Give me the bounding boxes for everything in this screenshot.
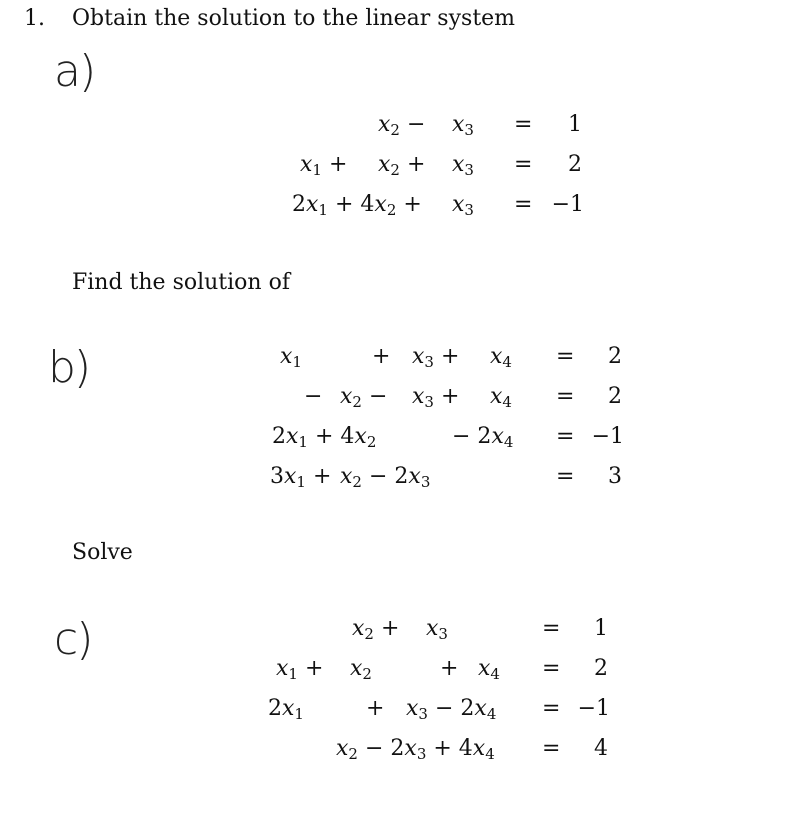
equals-sign: = — [556, 384, 575, 409]
system-c: $x_2$ + $x_3$ = 1 $x_1$ + $x_2$ + $x_4$ = 2 $2x_1$ + $x_3 - 2x_4$ = −1 $x_2 - 2x_3 + 4x_4$ = 4 — [268, 616, 610, 763]
part-c-label: c) — [54, 614, 92, 665]
rhs-value: 2 — [608, 384, 622, 409]
equals-sign: = — [542, 696, 561, 721]
problem-number: 1. — [24, 6, 45, 31]
rhs-value: −1 — [591, 424, 624, 449]
equals-sign: = — [556, 424, 575, 449]
equals-sign: = — [542, 656, 561, 681]
rhs-value: −1 — [577, 696, 610, 721]
rhs-value: 2 — [568, 152, 582, 177]
rhs-value: 4 — [594, 736, 608, 761]
equals-sign: = — [514, 192, 533, 217]
equals-sign: = — [556, 344, 575, 369]
problem-title: Obtain the solution to the linear system — [72, 6, 516, 31]
rhs-value: 1 — [594, 616, 608, 641]
equals-sign: = — [542, 736, 561, 761]
part-b-label: b) — [48, 342, 90, 393]
system-b: $x_1$ + $x_3$ + $x_4$ = 2 − $x_2$ − $x_3$ + $x_4$ = 2 $2x_1 + 4x_2$ − $2x_4$ = −1 $3x_1$ + $x_2 - 2x_3$ = 3 — [270, 344, 624, 491]
rhs-value: −1 — [551, 192, 584, 217]
rhs-value: 2 — [594, 656, 608, 681]
part-a-label: a) — [54, 46, 95, 97]
prompt-c: Solve — [72, 540, 133, 565]
rhs-value: 3 — [608, 464, 622, 489]
equals-sign: = — [556, 464, 575, 489]
rhs-value: 2 — [608, 344, 622, 369]
equals-sign: = — [514, 152, 533, 177]
system-a: $x_2$ − $x_3$ = 1 $x_1$ + $x_2$ + $x_3$ = 2 $2x_1 + 4x_2$ + $x_3$ = −1 — [292, 112, 584, 219]
equals-sign: = — [514, 112, 533, 137]
prompt-b: Find the solution of — [72, 270, 290, 295]
rhs-value: 1 — [568, 112, 582, 137]
equals-sign: = — [542, 616, 561, 641]
